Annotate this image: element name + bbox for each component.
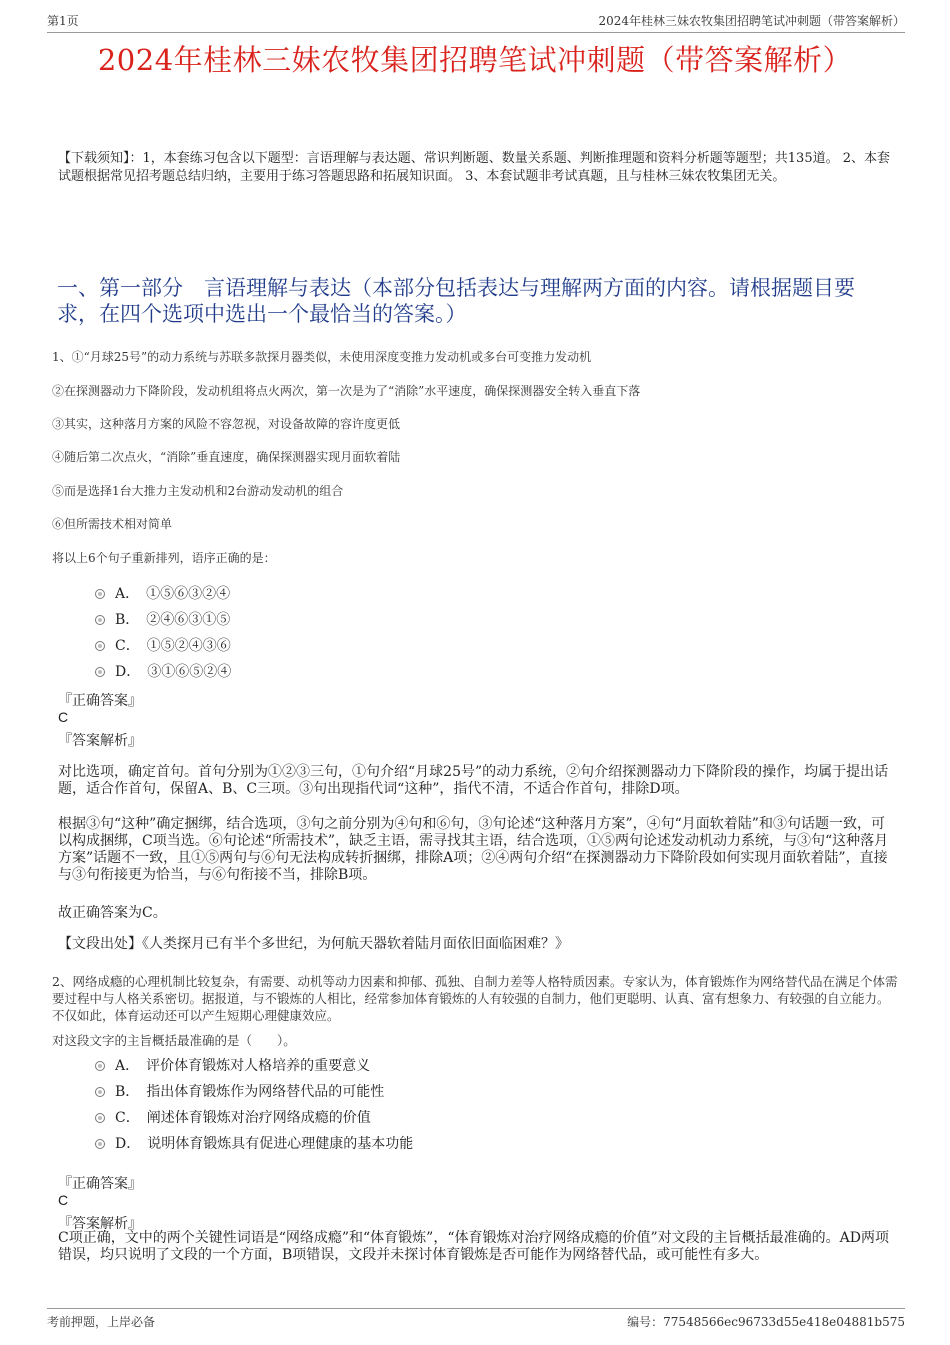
page-footer: [47, 1308, 905, 1331]
header-doc-name: 2024年桂林三妹农牧集团招聘笔试冲刺题（带答案解析）: [598, 14, 905, 28]
q1-answer: C: [58, 709, 69, 725]
radio-icon[interactable]: [95, 1061, 105, 1071]
q1-prompt: 将以上6个句子重新排列，语序正确的是：: [52, 551, 276, 565]
question-2-prompt: 对这段文字的主旨概括最准确的是（ ）。: [52, 1033, 296, 1048]
document-title: 2024年桂林三妹农牧集团招聘笔试冲刺题（带答案解析）: [97, 43, 853, 77]
q1-analysis-p2: 根据③句“这种”确定捆绑，结合选项，③句之前分别为④句和⑥句，③句论述“这种落月方案”，④句“月面软着陆”和③句话题一致，可以构成捆绑，C项当选。⑥句论述“所需技术”，缺乏主语，需寻找其主语，结合选项，①⑤两句论述发动机动力系统，与③句“这种落月方案”话题不一致，且①⑤两句与⑥句无法构成转折捆绑，排除A项；②④两句介绍“在探测器动力下降阶段如何实现月面软着陆”，直接与③句衔接更为恰当，与⑥句衔接不当，排除B项。: [58, 816, 889, 883]
q1-line-4: ④随后第二次点火，“消除”垂直速度，确保探测器实现月面软着陆: [52, 450, 401, 464]
q2-analysis-label: 『答案解析』: [58, 1216, 142, 1232]
q1-line-2: ②在探测器动力下降阶段，发动机组将点火两次，第一次是为了“消除”水平速度，确保探测器安全转入垂直下落: [52, 384, 641, 398]
q1-line-5: ⑤而是选择1台大推力主发动机和2台游动发动机的组合: [52, 484, 344, 498]
footer-code: 编号：77548566ec96733d55e418e04881b575: [627, 1315, 905, 1329]
q2-answer: C: [58, 1192, 69, 1208]
q2-answer-label: 『正确答案』: [58, 1176, 142, 1192]
radio-icon[interactable]: [95, 641, 105, 651]
radio-icon[interactable]: [95, 1139, 105, 1149]
q1-analysis-label: 『答案解析』: [58, 733, 142, 749]
radio-icon[interactable]: [95, 615, 105, 625]
q1-analysis-p1: 对比选项，确定首句。首句分别为①②③三句，①句介绍“月球25号”的动力系统，②句介绍探测器动力下降阶段的操作，均属于提出话题，适合作首句，保留A、B、C三项。③句出现指代词“这种”，指代不清，不适合作首句，排除D项。: [58, 764, 889, 797]
page-header: [47, 10, 905, 33]
radio-icon[interactable]: [95, 589, 105, 599]
q1-line-3: ③其实，这种落月方案的风险不容忽视，对设备故障的容许度更低: [52, 417, 401, 431]
download-notice: 【下载须知】：1，本套练习包含以下题型：言语理解与表达题、常识判断题、数量关系题、判断推理题和资料分析题等题型；共135道。 2、本套试题根据常见招考题总结归纳，主要用于练习答题思路和拓展知识面。 3、本套试题非考试真题，且与桂林三妹农牧集团无关。: [58, 151, 890, 184]
radio-icon[interactable]: [95, 1113, 105, 1123]
question-2-stem: 2、网络成瘾的心理机制比较复杂，有需要、动机等动力因素和抑郁、孤独、自制力差等人格特质因素。专家认为，体育锻炼作为网络替代品在满足个体需要过程中与人格关系密切。据报道，与不锻炼的人相比，经常参加体育锻炼的人有较强的自制力，他们更聪明、认真、富有想象力、有较强的自立能力。不仅如此，体育运动还可以产生短期心理健康效应。: [52, 974, 898, 1023]
q2-analysis: C项正确，文中的两个关键性词语是“网络成瘾”和“体育锻炼”，“体育锻炼对治疗网络成瘾的价值”对文段的主旨概括最准确的。AD两项错误，均只说明了文段的一个方面，B项错误，文段并未探讨体育锻炼是否可能作为网络替代品，或可能性有多大。: [58, 1230, 889, 1263]
q1-line-1: 1、①“月球25号”的动力系统与苏联多款探月器类似，未使用深度变推力发动机或多台可变推力发动机: [52, 350, 592, 364]
q1-analysis-p3: 故正确答案为C。: [58, 905, 167, 921]
page-number: 第1页: [47, 14, 79, 28]
radio-icon[interactable]: [95, 667, 105, 677]
q1-line-6: ⑥但所需技术相对简单: [52, 517, 173, 531]
section-title: 一、第一部分 言语理解与表达（本部分包括表达与理解两方面的内容。请根据题目要求，在四个选项中选出一个最恰当的答案。）: [57, 276, 855, 326]
q1-answer-label: 『正确答案』: [58, 693, 142, 709]
footer-slogan: 考前押题，上岸必备: [47, 1315, 156, 1329]
radio-icon[interactable]: [95, 1087, 105, 1097]
q1-source: 【文段出处】《人类探月已有半个多世纪，为何航天器软着陆月面依旧面临困难？》: [58, 936, 569, 952]
